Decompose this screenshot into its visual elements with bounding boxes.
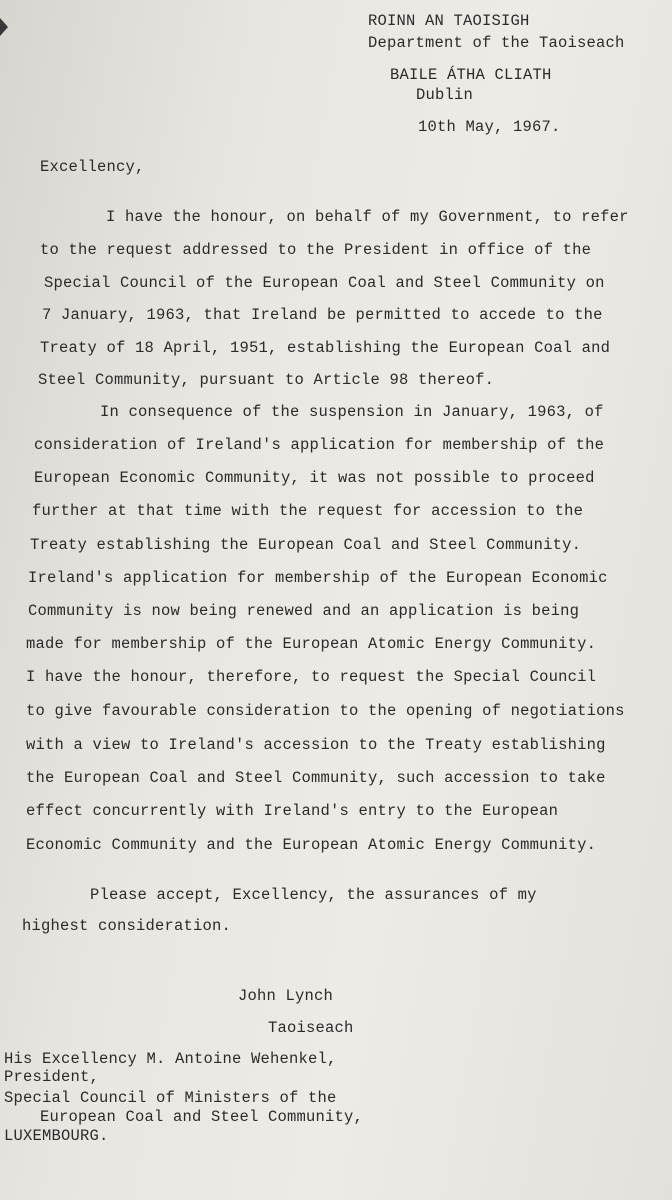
paragraph-line: Economic Community and the European Atomic Energy Community. (26, 836, 597, 854)
paragraph-line: In consequence of the suspension in January, 1963, of (100, 403, 604, 421)
paragraph-line: Ireland's application for membership of the European Economic (28, 569, 608, 587)
paragraph-line: Treaty establishing the European Coal and Steel Community. (30, 536, 582, 554)
paragraph-line: I have the honour, on behalf of my Government, to refer (106, 208, 629, 226)
addressee-line: His Excellency M. Antoine Wehenkel, (4, 1050, 337, 1068)
paragraph-line: Treaty of 18 April, 1951, establishing the European Coal and (40, 339, 611, 357)
paragraph-line: further at that time with the request for accession to the (32, 502, 584, 520)
closing-line: Please accept, Excellency, the assurances of my (90, 886, 537, 904)
binder-mark (0, 18, 8, 36)
addressee-line: LUXEMBOURG. (4, 1127, 109, 1145)
addressee-line: President, (4, 1068, 100, 1086)
paragraph-line: European Economic Community, it was not possible to proceed (34, 469, 595, 487)
paragraph-line: to give favourable consideration to the opening of negotiations (26, 702, 625, 720)
paragraph-line: with a view to Ireland's accession to the Treaty establishing (26, 736, 606, 754)
paragraph-line: made for membership of the European Atomic Energy Community. (26, 635, 597, 653)
salutation: Excellency, (40, 158, 145, 176)
signature-title: Taoiseach (268, 1019, 354, 1037)
letter-date: 10th May, 1967. (418, 118, 561, 136)
paragraph-line: 7 January, 1963, that Ireland be permitted to accede to the (42, 306, 603, 324)
paragraph-line: Steel Community, pursuant to Article 98 thereof. (38, 371, 495, 389)
closing-line: highest consideration. (22, 917, 232, 935)
paragraph-line: the European Coal and Steel Community, such accession to take (26, 769, 606, 787)
paragraph-line: consideration of Ireland's application for membership of the (34, 436, 605, 454)
city-english: Dublin (416, 86, 474, 104)
paragraph-line: effect concurrently with Ireland's entry to the European (26, 802, 559, 820)
paragraph-line: Special Council of the European Coal and Steel Community on (44, 274, 605, 292)
city-irish: BAILE ÁTHA CLIATH (390, 66, 552, 84)
addressee-line: European Coal and Steel Community, (40, 1108, 364, 1126)
paragraph-line: Community is now being renewed and an application is being (28, 602, 580, 620)
paragraph-line: I have the honour, therefore, to request the Special Council (26, 668, 597, 686)
dept-english: Department of the Taoiseach (368, 34, 625, 52)
signature-name: John Lynch (238, 987, 334, 1005)
dept-irish: ROINN AN TAOISIGH (368, 12, 530, 30)
addressee-line: Special Council of Ministers of the (4, 1089, 337, 1107)
paragraph-line: to the request addressed to the President in office of the (40, 241, 592, 259)
